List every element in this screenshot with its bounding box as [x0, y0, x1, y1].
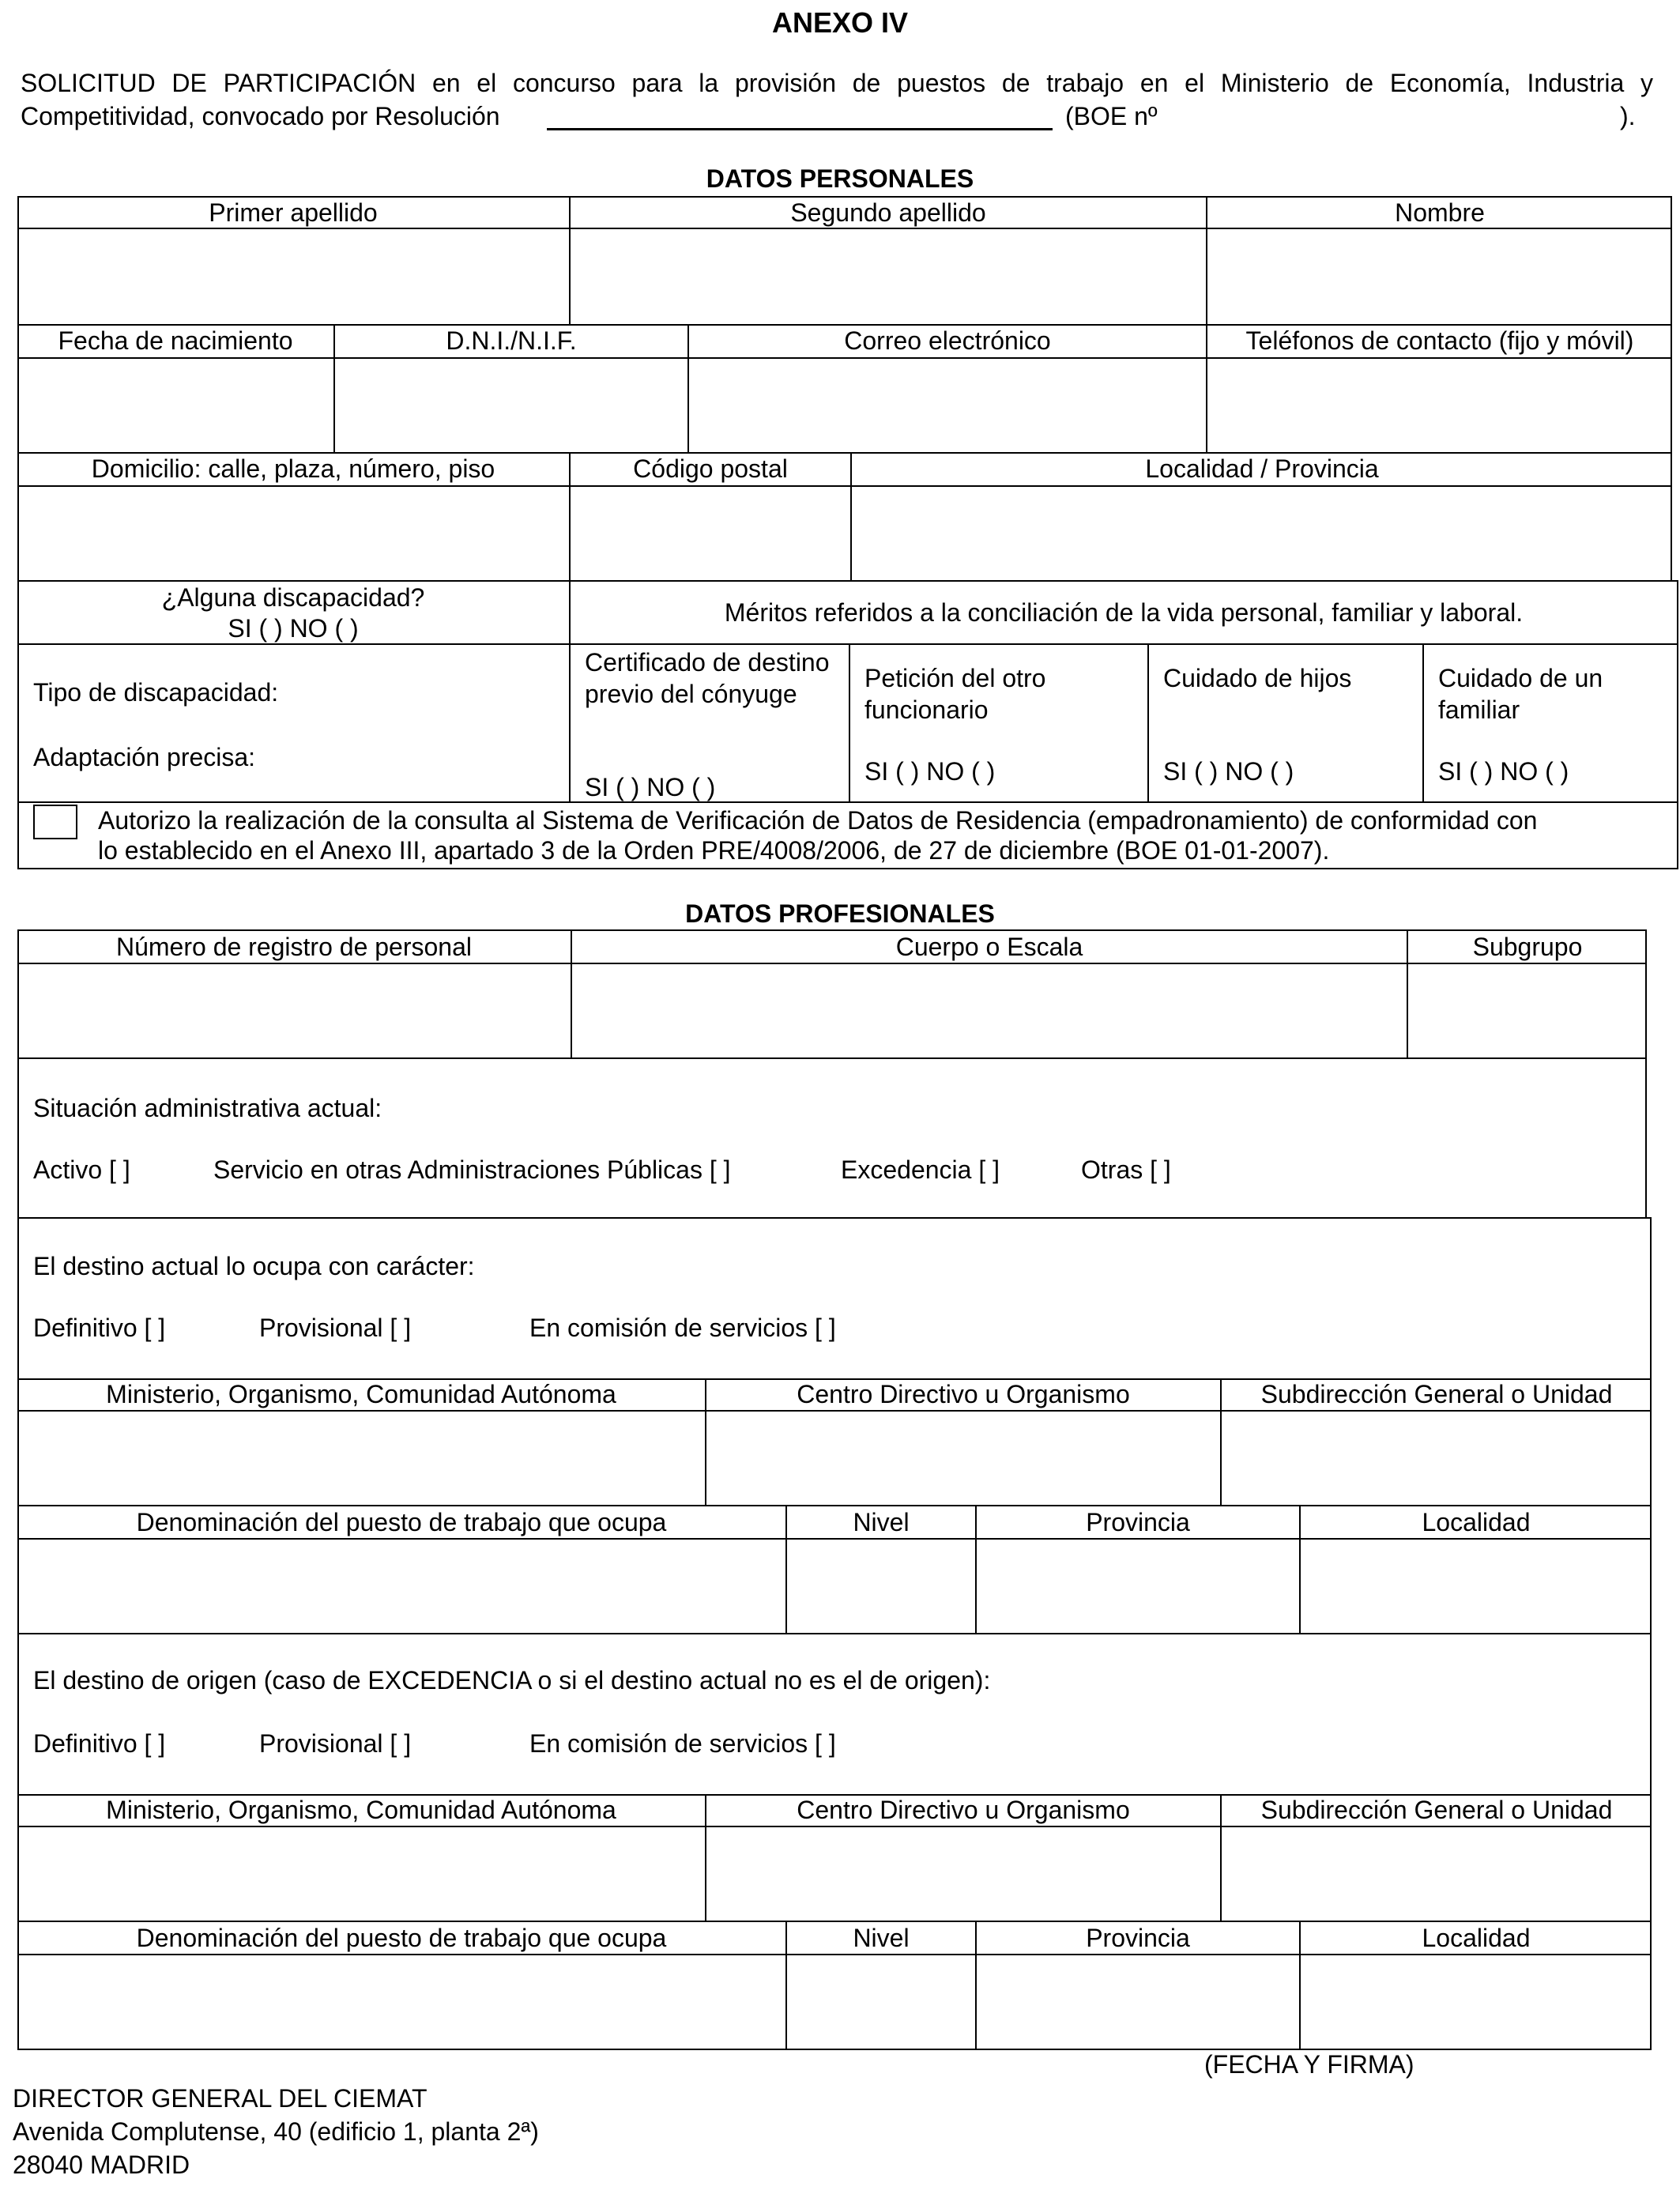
cuidado-hijos-options[interactable]: SI ( ) NO ( ) [1163, 757, 1294, 786]
cuidado-familiar-options[interactable]: SI ( ) NO ( ) [1438, 757, 1569, 786]
peticion-options[interactable]: SI ( ) NO ( ) [864, 757, 996, 786]
document-title: ANEXO IV [771, 6, 909, 39]
primer-apellido-label: Primer apellido [209, 198, 378, 227]
situacion-otras[interactable]: Otras [ ] [1081, 1155, 1171, 1184]
org-origen-ministerio-field[interactable] [19, 1827, 703, 1921]
domicilio-label: Domicilio: calle, plaza, número, piso [91, 454, 495, 483]
fecha-firma-label: (FECHA Y FIRMA) [1204, 2050, 1414, 2079]
telefonos-label: Teléfonos de contacto (fijo y móvil) [1245, 326, 1634, 355]
org-actual-subdireccion-label: Subdirección General o Unidad [1260, 1380, 1613, 1408]
puesto-origen-denominacion-field[interactable] [19, 1955, 784, 2049]
codigo-postal-field[interactable] [571, 487, 849, 580]
org-origen-subdireccion-label: Subdirección General o Unidad [1260, 1796, 1613, 1824]
puesto-actual-denominacion-field[interactable] [19, 1540, 784, 1633]
footer-address: Avenida Complutense, 40 (edificio 1, planta 2ª) [13, 2117, 539, 2146]
destino-origen-box [17, 1633, 1652, 1796]
footer-city: 28040 MADRID [13, 2151, 190, 2179]
puesto-origen-denominacion-label: Denominación del puesto de trabajo que ocupa [136, 1924, 667, 1952]
cuerpo-escala-label: Cuerpo o Escala [895, 933, 1083, 961]
puesto-actual-nivel-label: Nivel [853, 1508, 910, 1536]
section-title-datos-profesionales: DATOS PROFESIONALES [685, 899, 995, 928]
cuidado-familiar-label: Cuidado de un familiar [1438, 664, 1603, 724]
puesto-actual-localidad-label: Localidad [1422, 1508, 1531, 1536]
puesto-actual-provincia-field[interactable] [977, 1540, 1298, 1633]
intro-line-2 [21, 100, 1653, 133]
cuidado-hijos-label: Cuidado de hijos [1163, 664, 1352, 692]
intro-paragraph [21, 66, 1653, 133]
destino-actual-definitivo[interactable]: Definitivo [ ] [33, 1314, 166, 1342]
puesto-origen-provincia-field[interactable] [977, 1955, 1298, 2049]
dni-label: D.N.I./N.I.F. [446, 326, 577, 355]
adaptacion-label: Adaptación precisa: [33, 743, 256, 771]
autorizo-line-1: Autorizo la realización de la consulta al Sistema de Verificación de Datos de Residencia (empadronamiento) de conformidad con [98, 806, 1538, 835]
section-title-datos-personales: DATOS PERSONALES [706, 164, 974, 193]
org-origen-centro-field[interactable] [706, 1827, 1219, 1921]
registro-personal-label: Número de registro de personal [115, 933, 472, 961]
intro-resolucion: Competitividad, convocado por Resolución [21, 102, 500, 130]
org-actual-centro-field[interactable] [706, 1412, 1219, 1505]
resolucion-blank-field[interactable] [547, 107, 1053, 130]
destino-actual-comision[interactable]: En comisión de servicios [ ] [529, 1314, 836, 1342]
fecha-nacimiento-field[interactable] [19, 359, 332, 452]
nombre-field[interactable] [1207, 229, 1671, 324]
destino-origen-definitivo[interactable]: Definitivo [ ] [33, 1729, 166, 1758]
destino-actual-label: El destino actual lo ocupa con carácter: [33, 1252, 475, 1280]
org-actual-ministerio-label: Ministerio, Organismo, Comunidad Autónoma [106, 1380, 616, 1408]
situacion-servicio-otras[interactable]: Servicio en otras Administraciones Públicas [ ] [213, 1155, 731, 1184]
correo-label: Correo electrónico [844, 326, 1051, 355]
destino-origen-provisional[interactable]: Provisional [ ] [259, 1729, 412, 1758]
puesto-origen-nivel-label: Nivel [853, 1924, 910, 1952]
discapacidad-question: ¿Alguna discapacidad? [161, 583, 425, 612]
fecha-nacimiento-label: Fecha de nacimiento [58, 326, 293, 355]
puesto-origen-nivel-field[interactable] [787, 1955, 974, 2049]
certificado-label: Certificado de destino previo del cónyuge [585, 648, 830, 708]
subgrupo-field[interactable] [1408, 964, 1645, 1057]
intro-line-1: SOLICITUD DE PARTICIPACIÓN en el concurso para la provisión de puestos de trabajo en el Ministerio de Economía, Industria y [21, 69, 1653, 97]
domicilio-field[interactable] [19, 487, 567, 580]
situacion-label: Situación administrativa actual: [33, 1094, 382, 1122]
autorizo-line-2: lo establecido en el Anexo III, apartado 3 de la Orden PRE/4008/2006, de 27 de diciembre (BOE 01-01-2007). [98, 836, 1330, 865]
autorizo-checkbox[interactable] [33, 805, 77, 839]
localidad-provincia-label: Localidad / Provincia [1145, 454, 1379, 483]
puesto-origen-localidad-label: Localidad [1422, 1924, 1531, 1952]
discapacidad-options[interactable]: SI ( ) NO ( ) [228, 614, 359, 643]
subgrupo-label: Subgrupo [1472, 933, 1583, 961]
nombre-label: Nombre [1395, 198, 1485, 227]
dni-field[interactable] [335, 359, 686, 452]
localidad-provincia-field[interactable] [852, 487, 1671, 580]
destino-origen-label: El destino de origen (caso de EXCEDENCIA o si el destino actual no es el de origen): [33, 1666, 991, 1695]
intro-closing: ). [1620, 102, 1636, 130]
segundo-apellido-field[interactable] [571, 229, 1204, 324]
peticion-label: Petición del otro funcionario [864, 664, 1046, 724]
certificado-options[interactable]: SI ( ) NO ( ) [585, 773, 716, 801]
segundo-apellido-label: Segundo apellido [790, 198, 986, 227]
correo-field[interactable] [689, 359, 1204, 452]
org-actual-subdireccion-field[interactable] [1222, 1412, 1650, 1505]
telefonos-field[interactable] [1207, 359, 1671, 452]
codigo-postal-label: Código postal [633, 454, 788, 483]
intro-boe: (BOE nº [1065, 102, 1158, 130]
org-origen-centro-label: Centro Directivo u Organismo [797, 1796, 1130, 1824]
situacion-activo[interactable]: Activo [ ] [33, 1155, 130, 1184]
destino-origen-comision[interactable]: En comisión de servicios [ ] [529, 1729, 836, 1758]
destino-actual-provisional[interactable]: Provisional [ ] [259, 1314, 412, 1342]
primer-apellido-field[interactable] [19, 229, 567, 324]
cuerpo-escala-field[interactable] [572, 964, 1405, 1057]
tipo-discapacidad-label: Tipo de discapacidad: [33, 678, 279, 707]
org-actual-ministerio-field[interactable] [19, 1412, 703, 1505]
puesto-origen-provincia-label: Provincia [1086, 1924, 1190, 1952]
footer-director: DIRECTOR GENERAL DEL CIEMAT [13, 2084, 428, 2113]
meritos-label: Méritos referidos a la conciliación de la vida personal, familiar y laboral. [724, 598, 1524, 627]
puesto-origen-localidad-field[interactable] [1301, 1955, 1650, 2049]
destino-actual-box [17, 1217, 1652, 1380]
puesto-actual-localidad-field[interactable] [1301, 1540, 1650, 1633]
puesto-actual-denominacion-label: Denominación del puesto de trabajo que ocupa [136, 1508, 667, 1536]
puesto-actual-provincia-label: Provincia [1086, 1508, 1190, 1536]
org-origen-subdireccion-field[interactable] [1222, 1827, 1650, 1921]
situacion-excedencia[interactable]: Excedencia [ ] [841, 1155, 1000, 1184]
org-actual-centro-label: Centro Directivo u Organismo [797, 1380, 1130, 1408]
registro-personal-field[interactable] [19, 964, 569, 1057]
org-origen-ministerio-label: Ministerio, Organismo, Comunidad Autónoma [106, 1796, 616, 1824]
situacion-box [17, 1057, 1647, 1219]
puesto-actual-nivel-field[interactable] [787, 1540, 974, 1633]
